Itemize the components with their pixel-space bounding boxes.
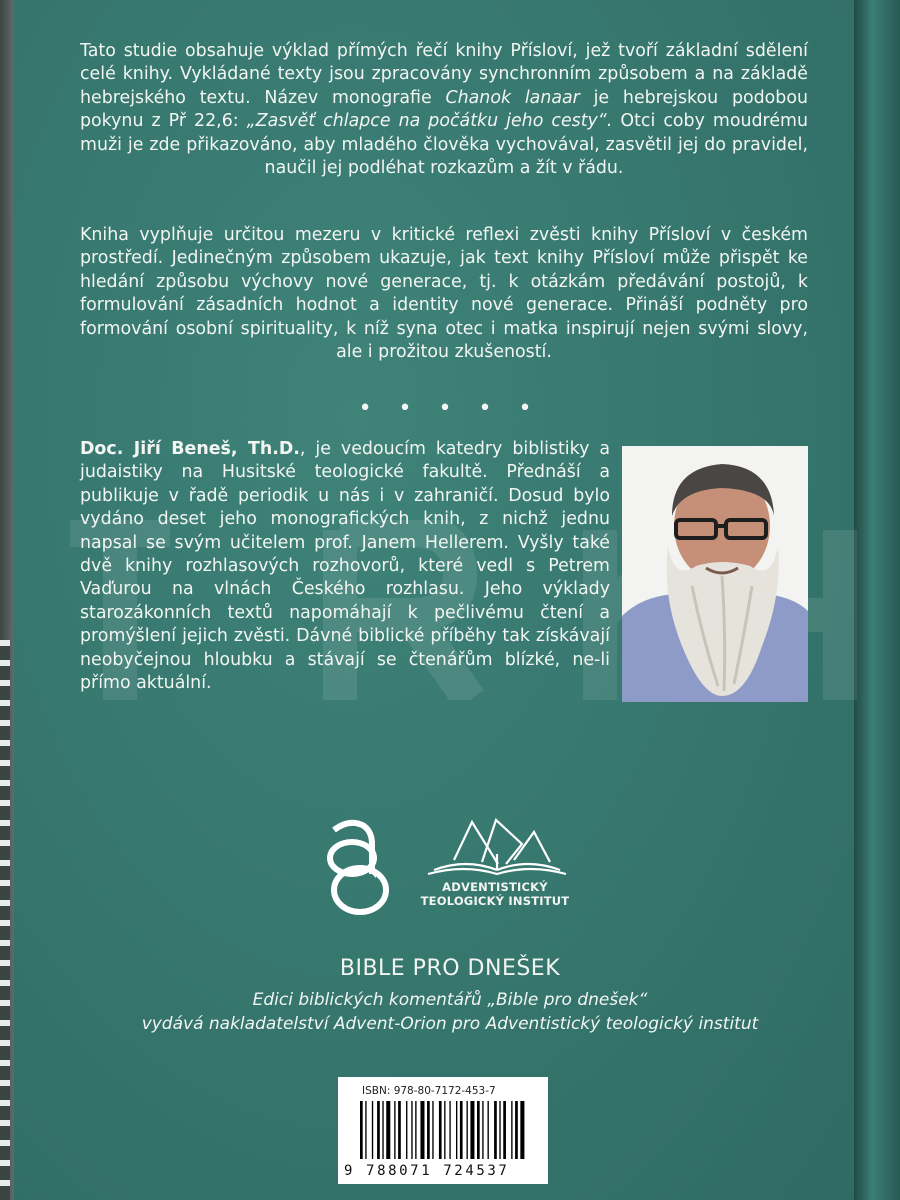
series-line-2: vydává nakladatelství Advent-Orion pro Adventistický teologický institut <box>141 1014 759 1034</box>
author-bio-text: , je vedoucím katedry biblistiky a judaistiky na Husitské teologické fakultě. Přednáší a publikuje v řadě periodik u nás i v zahraničí. Dosud bylo vydáno deset jeho monografických knih, z nichž jednu napsal se svým učitelem prof. Janem Hellerem. Vyšly také dvě knihy rozhlasových rozhovorů, které vedl s Petrem Vaďurou na vlnách Českého rozhlasu. Jeho výklady starozákonních textů napomáhají k pečlivému čtení a promýšlení jejich zvěsti. Dávné biblické příběhy tak získávají neobyčejnou hloubku a stávají se čtenářům blízké, ne-li přímo aktuální. <box>80 439 611 694</box>
author-name: Doc. Jiří Beneš, Th.D. <box>80 439 300 459</box>
open-book-icon <box>424 814 570 884</box>
series-line-1: Edici biblických komentářů „Bible pro dnešek“ <box>252 990 648 1010</box>
page-edge-stripes <box>0 640 10 1200</box>
intro-paragraph-2: Kniha vyplňuje určitou mezeru v kritické reflexi zvěsti knihy Přísloví v českém prostředí. Jedinečným způsobem ukazuje, jak text knihy Přísloví může přispět ke hledání způsobu výchovy nové generace, tj. k otázkám předávání postojů, k formulování zásadních hodnot a identity nové generace. Přináší podněty pro formování osobní spirituality, k níž syna otec i matka inspirují nejen svými slovy, ale i prožitou zkušeností. <box>80 225 808 363</box>
barcode-digits: 9 788071 724537 <box>344 1163 510 1179</box>
isbn-label: ISBN: 978-80-7172-453-7 <box>362 1085 496 1097</box>
intro-text-mid: je hebrejskou podobou pokynu z Př 22,6: <box>80 87 808 132</box>
section-separator: • • • • • <box>358 396 542 421</box>
intro-paragraph-1 <box>80 40 808 180</box>
ati-line-1: ADVENTISTICKÝ <box>442 880 548 894</box>
author-portrait-drawing <box>622 446 808 702</box>
intro-text-start: Tato studie obsahuje výklad přímých řečí knihy Přísloví, jež tvoří základní sdělení celé knihy. Vykládané texty jsou zpracovány synchronním způsobem a na základě hebrejského textu. Název monografie <box>80 41 808 108</box>
proverb-quote: „Zasvěť chlapce na počátku jeho cesty“. <box>246 111 613 132</box>
author-portrait <box>622 446 808 702</box>
monograph-title: Chanok lanaar <box>445 87 580 108</box>
author-bio <box>80 438 610 695</box>
ati-line-2: TEOLOGICKÝ INSTITUT <box>420 894 570 908</box>
barcode-bars <box>348 1101 538 1163</box>
ao-publisher-logo <box>316 812 394 916</box>
series-title: BIBLE PRO DNEŠEK <box>339 956 561 981</box>
intro-text-end: Otci coby moudrému muži je zde přikazováno, aby mladého člověka vychovával, zasvětil jej do pravidel, naučil jej podléhat rozkazům a žít v řádu. <box>80 111 808 179</box>
isbn-barcode <box>338 1077 548 1184</box>
ati-logo-text <box>420 880 570 908</box>
